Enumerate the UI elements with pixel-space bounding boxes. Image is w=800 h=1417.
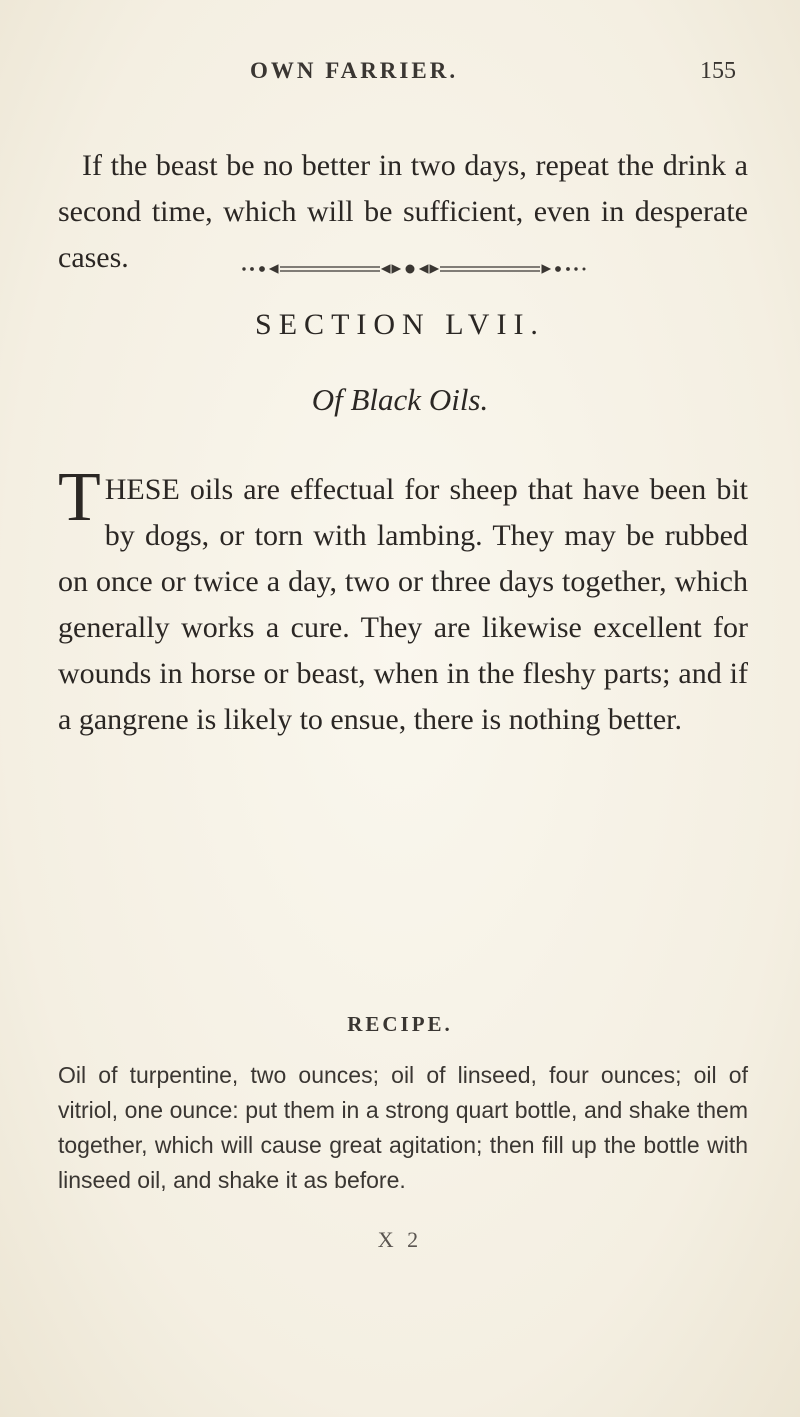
- running-head: [0, 58, 800, 98]
- signature-mark: X 2: [377, 1227, 423, 1252]
- recipe-text: Oil of turpentine, two ounces; oil of linseed, four ounces; oil of vitriol, one ounce: put them in a strong quart bottle, and shake them together, which will cause great agitation; then fill up the bottle with linseed oil, and shake it as before.: [58, 1062, 748, 1193]
- running-head-title: OWN FARRIER.: [250, 58, 459, 83]
- recipe-heading: RECIPE.: [347, 1012, 453, 1036]
- paragraph-2: [58, 459, 748, 743]
- ornamental-rule: [240, 262, 590, 276]
- page-number: 155: [700, 58, 736, 84]
- paragraph-2-text: HESE oils are effectual for sheep that have been bit by dogs, or torn with lambing. They may be rubbed on once or twice a day, two or three days together, which generally works a cure. They are likewise excellent for wounds in horse or beast, when in the fleshy parts; and if a gangrene is likely to ensue, there is nothing better.: [58, 473, 748, 736]
- section-heading: SECTION LVII.: [255, 308, 545, 341]
- drop-cap: T: [58, 459, 101, 536]
- section-subheading: Of Black Oils.: [311, 382, 489, 417]
- paragraph-1: If the beast be no better in two days, repeat the drink a second time, which will be sufficient, even in desperate cases.: [58, 149, 748, 274]
